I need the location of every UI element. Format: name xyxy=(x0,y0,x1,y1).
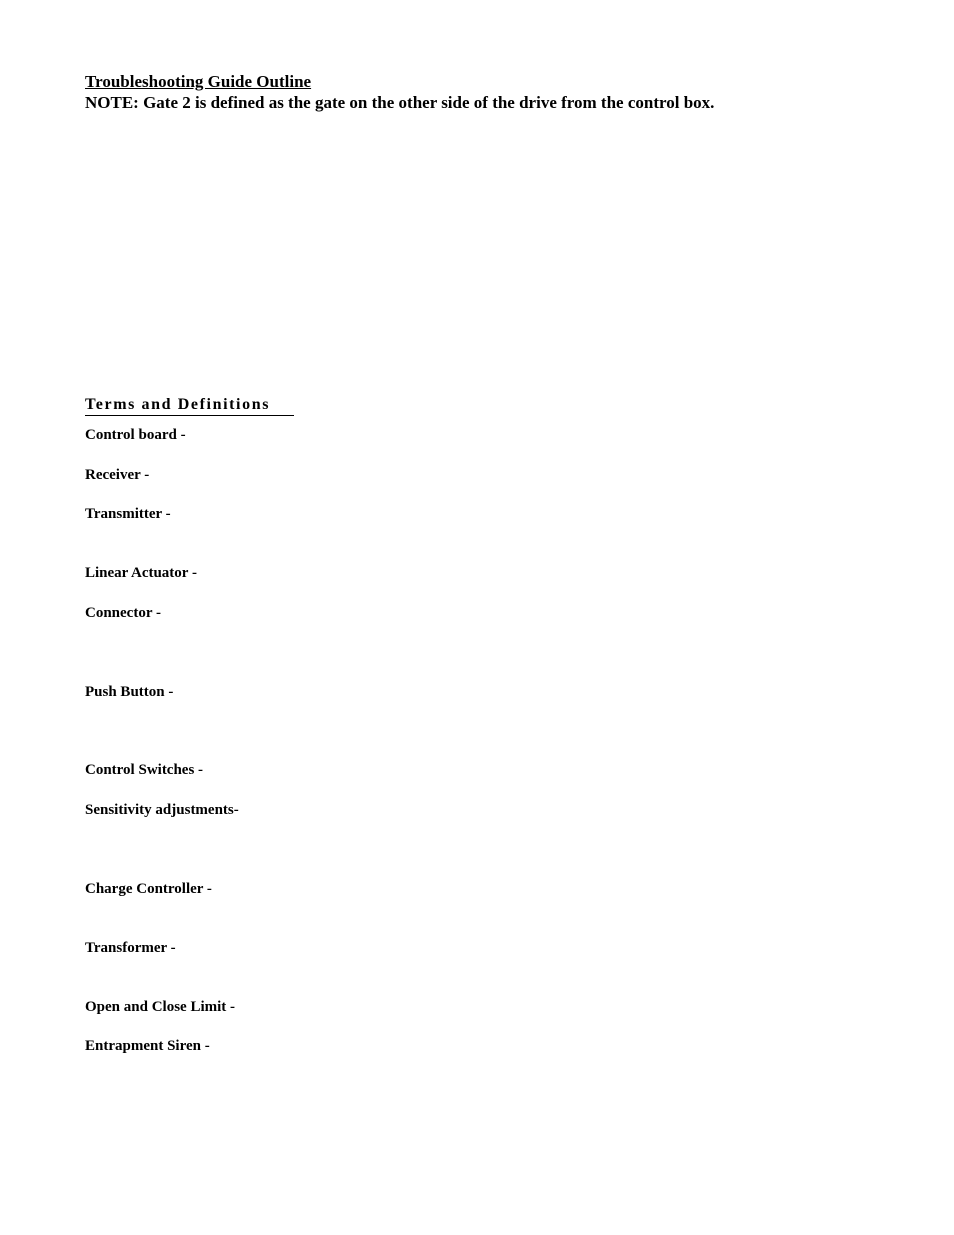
term-control-board: Control board - xyxy=(85,427,186,443)
term-transformer: Transformer - xyxy=(85,940,176,956)
term-control-switches: Control Switches - xyxy=(85,762,204,778)
terms-heading: Terms and Definitions xyxy=(85,395,294,416)
term-push-button: Push Button - xyxy=(85,684,174,700)
term-transmitter: Transmitter - xyxy=(85,506,171,522)
term-entrapment-siren: Entrapment Siren - xyxy=(85,1038,210,1054)
term-connector: Connector - xyxy=(85,605,161,621)
term-sensitivity-adjustments: Sensitivity adjustments- xyxy=(85,802,239,818)
term-receiver: Receiver - xyxy=(85,467,150,483)
gate-note: NOTE: Gate 2 is defined as the gate on the other side of the drive from the control box. xyxy=(85,93,715,112)
page-title: Troubleshooting Guide Outline xyxy=(85,72,312,91)
term-linear-actuator: Linear Actuator - xyxy=(85,565,197,581)
term-charge-controller: Charge Controller - xyxy=(85,881,212,897)
term-open-close-limit: Open and Close Limit - xyxy=(85,999,236,1015)
